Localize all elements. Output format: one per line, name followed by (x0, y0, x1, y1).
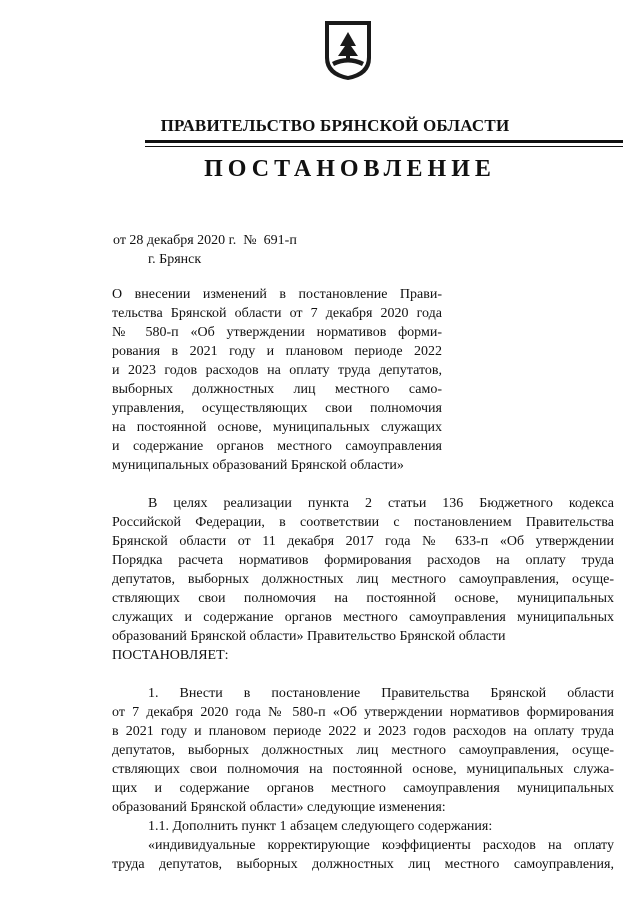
subject-line: и 2023 годов расходов на оплату труда депутатов, (112, 363, 442, 378)
preamble-line: ствляющих свои полномочия на постоянной основе, муниципальных (112, 591, 614, 606)
preamble-line: Брянской области от 11 декабря 2017 года № 633-п «Об утверждении (112, 534, 614, 549)
subject-line: управления, осуществляющих свои полномочия (112, 401, 442, 416)
subitem-line: «индивидуальные корректирующие коэффициенты расходов на оплату (148, 838, 614, 853)
document-city: г. Брянск (148, 252, 202, 267)
government-title: ПРАВИТЕЛЬСТВО БРЯНСКОЙ ОБЛАСТИ (160, 116, 510, 135)
subject-line: № 580-п «Об утверждении нормативов форми- (112, 325, 442, 340)
preamble-line: Порядка расчета нормативов формирования расходов на оплату труда (112, 553, 614, 568)
preamble-line: депутатов, выборных должностных лиц местного самоуправления, осуще- (112, 572, 614, 587)
header-rule-thick (145, 140, 623, 143)
subitem-line: труда депутатов, выборных должностных лиц местного самоуправления, (112, 857, 614, 872)
subject-line: тельства Брянской области от 7 декабря 2020 года (112, 306, 442, 321)
header-rule-thin (145, 146, 623, 147)
resolves-word: ПОСТАНОВЛЯЕТ: (112, 648, 229, 663)
subject-line: муниципальных образований Брянской области» (112, 458, 404, 473)
subject-line: рования в 2021 году и плановом периоде 2022 (112, 344, 442, 359)
preamble-line: В целях реализации пункта 2 статьи 136 Бюджетного кодекса (148, 496, 614, 511)
item-line: ствляющих свои полномочия на постоянной основе, муниципальных служа- (112, 762, 614, 777)
item-line: образований Брянской области» следующие изменения: (112, 800, 446, 815)
preamble-line: образований Брянской области» Правительство Брянской области (112, 629, 506, 644)
preamble-line: Российской Федерации, в соответствии с постановлением Правительства (112, 515, 614, 530)
subitem-line: 1.1. Дополнить пункт 1 абзацем следующего содержания: (148, 819, 493, 834)
subject-line: выборных должностных лиц местного само- (112, 382, 442, 397)
subject-line: и содержание органов местного самоуправления (112, 439, 442, 454)
document-type-title: ПОСТАНОВЛЕНИЕ (204, 156, 496, 182)
item-line: 1. Внести в постановление Правительства Брянской области (148, 686, 614, 701)
item-line: в 2021 году и плановом периоде 2022 и 2023 годов расходов на оплату труда (112, 724, 614, 739)
item-line: от 7 декабря 2020 года № 580-п «Об утверждении нормативов формирования (112, 705, 614, 720)
subject-line: на постоянной основе, муниципальных служащих (112, 420, 442, 435)
item-line: депутатов, выборных должностных лиц местного самоуправления, осуще- (112, 743, 614, 758)
item-line: щих и содержание органов местного самоуправления муниципальных (112, 781, 614, 796)
document-date-number: от 28 декабря 2020 г. № 691-п (113, 233, 297, 248)
coat-of-arms-emblem (322, 18, 374, 82)
subject-line: О внесении изменений в постановление Прави- (112, 287, 442, 302)
preamble-line: служащих и содержание органов местного самоуправления муниципальных (112, 610, 614, 625)
